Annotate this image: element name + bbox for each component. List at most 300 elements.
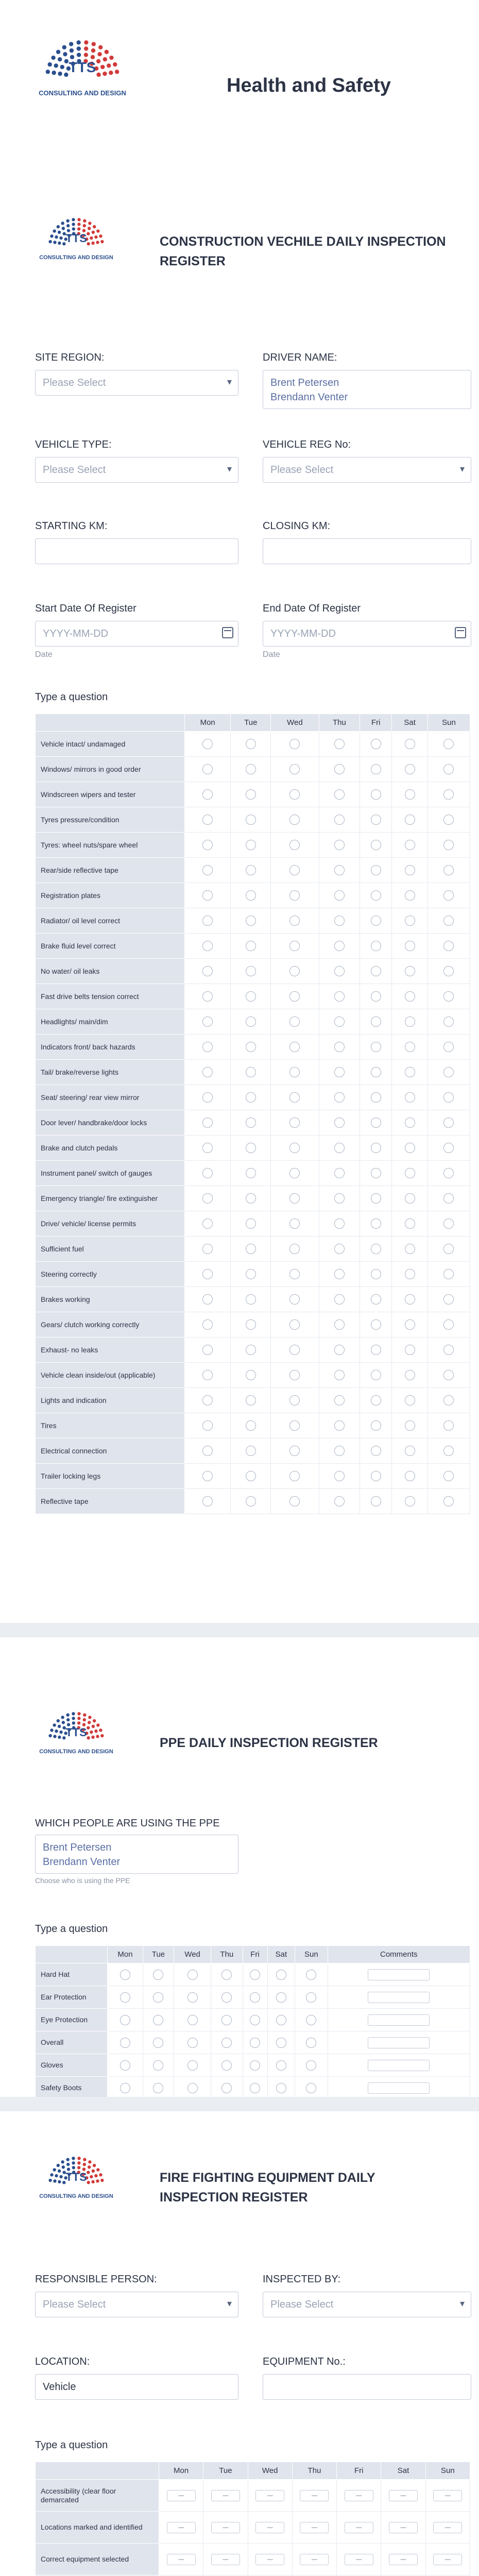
matrix-radio[interactable]: [443, 991, 454, 1002]
matrix-radio[interactable]: [187, 2015, 198, 2025]
matrix-radio[interactable]: [371, 1117, 381, 1128]
matrix-radio[interactable]: [289, 1092, 300, 1103]
matrix-radio[interactable]: [443, 1370, 454, 1380]
matrix-radio[interactable]: [289, 1370, 300, 1380]
matrix-dropdown[interactable]: —: [345, 2522, 373, 2533]
matrix-radio[interactable]: [153, 2038, 163, 2048]
matrix-radio[interactable]: [405, 739, 415, 749]
matrix-radio[interactable]: [371, 1143, 381, 1153]
matrix-radio[interactable]: [289, 1244, 300, 1254]
matrix-radio[interactable]: [334, 1168, 345, 1178]
matrix-radio[interactable]: [289, 1067, 300, 1077]
inspected-select[interactable]: Please Select ▾: [263, 2292, 471, 2317]
matrix-radio[interactable]: [246, 1117, 256, 1128]
matrix-radio[interactable]: [202, 1395, 213, 1405]
matrix-radio[interactable]: [405, 815, 415, 825]
matrix-radio[interactable]: [334, 991, 345, 1002]
driver-name-list[interactable]: [263, 370, 471, 409]
matrix-radio[interactable]: [371, 815, 381, 825]
matrix-radio[interactable]: [289, 865, 300, 875]
matrix-radio[interactable]: [202, 966, 213, 976]
matrix-radio[interactable]: [334, 1143, 345, 1153]
matrix-radio[interactable]: [289, 1168, 300, 1178]
matrix-radio[interactable]: [276, 1992, 286, 2003]
matrix-radio[interactable]: [405, 1117, 415, 1128]
matrix-radio[interactable]: [371, 890, 381, 901]
matrix-dropdown[interactable]: —: [389, 2554, 418, 2565]
site-region-select[interactable]: Please Select ▾: [35, 370, 238, 396]
matrix-radio[interactable]: [334, 1269, 345, 1279]
matrix-radio[interactable]: [334, 1471, 345, 1481]
matrix-radio[interactable]: [443, 1471, 454, 1481]
matrix-radio[interactable]: [246, 890, 256, 901]
matrix-radio[interactable]: [250, 2060, 260, 2071]
matrix-dropdown[interactable]: —: [345, 2490, 373, 2501]
matrix-radio[interactable]: [443, 1168, 454, 1178]
matrix-radio[interactable]: [246, 1496, 256, 1506]
matrix-radio[interactable]: [202, 815, 213, 825]
matrix-radio[interactable]: [371, 1370, 381, 1380]
start-date-input[interactable]: YYYY-MM-DD: [35, 621, 238, 647]
matrix-radio[interactable]: [443, 1294, 454, 1304]
matrix-radio[interactable]: [371, 966, 381, 976]
comment-input[interactable]: [368, 2060, 430, 2071]
matrix-radio[interactable]: [405, 1092, 415, 1103]
matrix-radio[interactable]: [246, 991, 256, 1002]
matrix-radio[interactable]: [202, 941, 213, 951]
matrix-radio[interactable]: [246, 764, 256, 774]
matrix-radio[interactable]: [120, 2083, 130, 2093]
end-date-input[interactable]: YYYY-MM-DD: [263, 621, 471, 647]
matrix-radio[interactable]: [443, 789, 454, 800]
matrix-dropdown[interactable]: —: [300, 2522, 329, 2533]
matrix-radio[interactable]: [405, 1496, 415, 1506]
matrix-radio[interactable]: [202, 1269, 213, 1279]
matrix-radio[interactable]: [334, 1092, 345, 1103]
matrix-radio[interactable]: [443, 1269, 454, 1279]
matrix-radio[interactable]: [289, 1193, 300, 1204]
matrix-dropdown[interactable]: —: [300, 2490, 329, 2501]
matrix-radio[interactable]: [289, 1446, 300, 1456]
matrix-radio[interactable]: [246, 941, 256, 951]
matrix-radio[interactable]: [405, 1294, 415, 1304]
matrix-radio[interactable]: [202, 789, 213, 800]
matrix-radio[interactable]: [405, 941, 415, 951]
matrix-radio[interactable]: [306, 1992, 316, 2003]
matrix-radio[interactable]: [289, 1345, 300, 1355]
matrix-radio[interactable]: [443, 1319, 454, 1330]
matrix-radio[interactable]: [250, 2038, 260, 2048]
matrix-radio[interactable]: [306, 1970, 316, 1980]
matrix-radio[interactable]: [443, 1016, 454, 1027]
matrix-radio[interactable]: [246, 1244, 256, 1254]
matrix-radio[interactable]: [405, 1370, 415, 1380]
matrix-radio[interactable]: [443, 1446, 454, 1456]
matrix-radio[interactable]: [221, 1970, 232, 1980]
matrix-radio[interactable]: [405, 1193, 415, 1204]
matrix-radio[interactable]: [202, 1042, 213, 1052]
matrix-radio[interactable]: [371, 739, 381, 749]
matrix-radio[interactable]: [153, 1992, 163, 2003]
vehicle-type-select[interactable]: Please Select ▾: [35, 457, 238, 483]
matrix-radio[interactable]: [289, 789, 300, 800]
matrix-radio[interactable]: [334, 1446, 345, 1456]
matrix-radio[interactable]: [221, 2015, 232, 2025]
matrix-radio[interactable]: [120, 2015, 130, 2025]
matrix-radio[interactable]: [246, 789, 256, 800]
matrix-radio[interactable]: [371, 1496, 381, 1506]
matrix-dropdown[interactable]: —: [255, 2522, 284, 2533]
driver-option[interactable]: Brent Petersen: [270, 377, 339, 388]
matrix-radio[interactable]: [443, 1143, 454, 1153]
matrix-radio[interactable]: [202, 1370, 213, 1380]
matrix-radio[interactable]: [202, 840, 213, 850]
matrix-radio[interactable]: [246, 1193, 256, 1204]
matrix-radio[interactable]: [289, 1269, 300, 1279]
matrix-radio[interactable]: [405, 1395, 415, 1405]
matrix-radio[interactable]: [246, 865, 256, 875]
matrix-radio[interactable]: [371, 1420, 381, 1431]
matrix-radio[interactable]: [405, 1420, 415, 1431]
matrix-radio[interactable]: [334, 1395, 345, 1405]
matrix-radio[interactable]: [202, 1092, 213, 1103]
matrix-radio[interactable]: [202, 1294, 213, 1304]
matrix-radio[interactable]: [221, 2038, 232, 2048]
matrix-dropdown[interactable]: —: [255, 2490, 284, 2501]
matrix-radio[interactable]: [246, 1067, 256, 1077]
matrix-radio[interactable]: [289, 1294, 300, 1304]
matrix-radio[interactable]: [371, 1218, 381, 1229]
matrix-radio[interactable]: [289, 1496, 300, 1506]
matrix-radio[interactable]: [289, 916, 300, 926]
matrix-radio[interactable]: [120, 1992, 130, 2003]
matrix-radio[interactable]: [202, 1345, 213, 1355]
matrix-radio[interactable]: [443, 1244, 454, 1254]
matrix-radio[interactable]: [246, 1168, 256, 1178]
matrix-radio[interactable]: [405, 1319, 415, 1330]
matrix-radio[interactable]: [246, 1042, 256, 1052]
matrix-dropdown[interactable]: —: [211, 2490, 240, 2501]
matrix-radio[interactable]: [405, 1269, 415, 1279]
matrix-radio[interactable]: [306, 2060, 316, 2071]
matrix-radio[interactable]: [443, 1218, 454, 1229]
matrix-radio[interactable]: [246, 1370, 256, 1380]
matrix-radio[interactable]: [289, 815, 300, 825]
matrix-radio[interactable]: [334, 966, 345, 976]
matrix-radio[interactable]: [246, 815, 256, 825]
matrix-radio[interactable]: [276, 2038, 286, 2048]
comment-input[interactable]: [368, 2082, 430, 2094]
matrix-dropdown[interactable]: —: [345, 2554, 373, 2565]
matrix-radio[interactable]: [405, 1446, 415, 1456]
matrix-radio[interactable]: [202, 1168, 213, 1178]
calendar-icon[interactable]: [455, 627, 466, 638]
matrix-radio[interactable]: [276, 2060, 286, 2071]
matrix-radio[interactable]: [246, 840, 256, 850]
matrix-radio[interactable]: [405, 764, 415, 774]
matrix-radio[interactable]: [334, 1319, 345, 1330]
matrix-radio[interactable]: [405, 1471, 415, 1481]
matrix-radio[interactable]: [202, 1218, 213, 1229]
matrix-radio[interactable]: [221, 2060, 232, 2071]
matrix-radio[interactable]: [443, 1395, 454, 1405]
matrix-radio[interactable]: [187, 2060, 198, 2071]
matrix-radio[interactable]: [443, 865, 454, 875]
matrix-radio[interactable]: [289, 1420, 300, 1431]
matrix-radio[interactable]: [246, 1269, 256, 1279]
matrix-radio[interactable]: [334, 890, 345, 901]
matrix-radio[interactable]: [443, 739, 454, 749]
matrix-radio[interactable]: [120, 2060, 130, 2071]
matrix-radio[interactable]: [443, 941, 454, 951]
matrix-dropdown[interactable]: —: [389, 2490, 418, 2501]
ppe-users-list[interactable]: [35, 1835, 238, 1874]
matrix-radio[interactable]: [334, 1193, 345, 1204]
matrix-radio[interactable]: [371, 916, 381, 926]
matrix-radio[interactable]: [289, 739, 300, 749]
matrix-radio[interactable]: [289, 941, 300, 951]
matrix-dropdown[interactable]: —: [167, 2522, 196, 2533]
starting-km-input[interactable]: [35, 538, 238, 564]
matrix-radio[interactable]: [443, 916, 454, 926]
matrix-radio[interactable]: [202, 1420, 213, 1431]
matrix-radio[interactable]: [153, 2060, 163, 2071]
matrix-radio[interactable]: [371, 764, 381, 774]
matrix-radio[interactable]: [334, 1016, 345, 1027]
matrix-radio[interactable]: [334, 789, 345, 800]
matrix-radio[interactable]: [405, 1168, 415, 1178]
matrix-radio[interactable]: [202, 1143, 213, 1153]
matrix-radio[interactable]: [371, 840, 381, 850]
matrix-radio[interactable]: [371, 1042, 381, 1052]
matrix-radio[interactable]: [153, 2083, 163, 2093]
matrix-radio[interactable]: [443, 815, 454, 825]
matrix-radio[interactable]: [405, 1345, 415, 1355]
matrix-radio[interactable]: [371, 1092, 381, 1103]
matrix-radio[interactable]: [120, 2038, 130, 2048]
matrix-radio[interactable]: [187, 1970, 198, 1980]
matrix-radio[interactable]: [202, 1496, 213, 1506]
matrix-radio[interactable]: [246, 966, 256, 976]
matrix-radio[interactable]: [246, 916, 256, 926]
matrix-radio[interactable]: [306, 2038, 316, 2048]
matrix-radio[interactable]: [371, 1067, 381, 1077]
matrix-radio[interactable]: [289, 1218, 300, 1229]
ppe-user-option[interactable]: Brendann Venter: [43, 1856, 121, 1868]
matrix-radio[interactable]: [334, 1496, 345, 1506]
location-input[interactable]: Vehicle: [35, 2374, 238, 2400]
matrix-radio[interactable]: [289, 764, 300, 774]
matrix-radio[interactable]: [202, 1244, 213, 1254]
matrix-radio[interactable]: [187, 1992, 198, 2003]
matrix-radio[interactable]: [246, 1420, 256, 1431]
matrix-radio[interactable]: [334, 941, 345, 951]
matrix-radio[interactable]: [153, 1970, 163, 1980]
matrix-radio[interactable]: [405, 1143, 415, 1153]
matrix-radio[interactable]: [246, 1143, 256, 1153]
matrix-radio[interactable]: [202, 1117, 213, 1128]
matrix-dropdown[interactable]: —: [255, 2554, 284, 2565]
matrix-dropdown[interactable]: —: [389, 2522, 418, 2533]
matrix-radio[interactable]: [405, 789, 415, 800]
matrix-radio[interactable]: [334, 739, 345, 749]
matrix-radio[interactable]: [334, 1244, 345, 1254]
matrix-radio[interactable]: [250, 2015, 260, 2025]
matrix-radio[interactable]: [120, 1970, 130, 1980]
matrix-dropdown[interactable]: —: [433, 2490, 462, 2501]
matrix-radio[interactable]: [405, 1067, 415, 1077]
matrix-radio[interactable]: [334, 865, 345, 875]
matrix-radio[interactable]: [250, 1970, 260, 1980]
matrix-radio[interactable]: [443, 1193, 454, 1204]
responsible-select[interactable]: Please Select ▾: [35, 2292, 238, 2317]
matrix-radio[interactable]: [202, 1471, 213, 1481]
matrix-radio[interactable]: [202, 1193, 213, 1204]
matrix-radio[interactable]: [246, 1092, 256, 1103]
matrix-radio[interactable]: [443, 1092, 454, 1103]
matrix-radio[interactable]: [405, 916, 415, 926]
matrix-radio[interactable]: [246, 1319, 256, 1330]
matrix-radio[interactable]: [405, 1218, 415, 1229]
matrix-radio[interactable]: [221, 1992, 232, 2003]
matrix-radio[interactable]: [405, 890, 415, 901]
matrix-radio[interactable]: [289, 1117, 300, 1128]
matrix-radio[interactable]: [334, 1420, 345, 1431]
matrix-radio[interactable]: [371, 1395, 381, 1405]
matrix-radio[interactable]: [443, 1345, 454, 1355]
matrix-radio[interactable]: [371, 1193, 381, 1204]
matrix-radio[interactable]: [289, 1395, 300, 1405]
matrix-radio[interactable]: [202, 890, 213, 901]
matrix-radio[interactable]: [289, 966, 300, 976]
matrix-radio[interactable]: [371, 789, 381, 800]
matrix-radio[interactable]: [246, 1218, 256, 1229]
matrix-radio[interactable]: [221, 2083, 232, 2093]
matrix-radio[interactable]: [250, 1992, 260, 2003]
closing-km-input[interactable]: [263, 538, 471, 564]
matrix-radio[interactable]: [334, 1370, 345, 1380]
matrix-dropdown[interactable]: —: [167, 2490, 196, 2501]
matrix-radio[interactable]: [334, 815, 345, 825]
matrix-radio[interactable]: [202, 1446, 213, 1456]
matrix-radio[interactable]: [202, 739, 213, 749]
matrix-radio[interactable]: [371, 1345, 381, 1355]
matrix-radio[interactable]: [371, 1016, 381, 1027]
matrix-radio[interactable]: [371, 1294, 381, 1304]
matrix-radio[interactable]: [246, 1395, 256, 1405]
matrix-radio[interactable]: [202, 1067, 213, 1077]
matrix-radio[interactable]: [443, 1042, 454, 1052]
matrix-radio[interactable]: [405, 840, 415, 850]
matrix-radio[interactable]: [443, 1496, 454, 1506]
matrix-radio[interactable]: [334, 1294, 345, 1304]
comment-input[interactable]: [368, 2014, 430, 2026]
matrix-radio[interactable]: [371, 1446, 381, 1456]
calendar-icon[interactable]: [222, 627, 233, 638]
matrix-radio[interactable]: [405, 991, 415, 1002]
matrix-radio[interactable]: [405, 966, 415, 976]
matrix-radio[interactable]: [405, 865, 415, 875]
matrix-radio[interactable]: [334, 1218, 345, 1229]
matrix-radio[interactable]: [202, 991, 213, 1002]
matrix-radio[interactable]: [443, 764, 454, 774]
matrix-dropdown[interactable]: —: [211, 2554, 240, 2565]
matrix-radio[interactable]: [289, 840, 300, 850]
matrix-radio[interactable]: [202, 1319, 213, 1330]
matrix-radio[interactable]: [306, 2083, 316, 2093]
matrix-radio[interactable]: [334, 840, 345, 850]
matrix-dropdown[interactable]: —: [433, 2554, 462, 2565]
matrix-radio[interactable]: [289, 1319, 300, 1330]
matrix-radio[interactable]: [371, 1244, 381, 1254]
matrix-radio[interactable]: [276, 2015, 286, 2025]
matrix-radio[interactable]: [334, 1067, 345, 1077]
matrix-radio[interactable]: [443, 1067, 454, 1077]
matrix-radio[interactable]: [405, 1016, 415, 1027]
matrix-radio[interactable]: [246, 1294, 256, 1304]
matrix-radio[interactable]: [334, 1345, 345, 1355]
matrix-radio[interactable]: [405, 1244, 415, 1254]
matrix-radio[interactable]: [276, 2083, 286, 2093]
matrix-radio[interactable]: [334, 1117, 345, 1128]
matrix-radio[interactable]: [289, 991, 300, 1002]
matrix-radio[interactable]: [371, 941, 381, 951]
driver-option[interactable]: Brendann Venter: [270, 392, 348, 403]
matrix-radio[interactable]: [246, 1446, 256, 1456]
matrix-dropdown[interactable]: —: [433, 2522, 462, 2533]
equipment-input[interactable]: [263, 2374, 471, 2400]
ppe-user-option[interactable]: Brent Petersen: [43, 1842, 112, 1853]
matrix-radio[interactable]: [443, 890, 454, 901]
matrix-radio[interactable]: [405, 1042, 415, 1052]
matrix-radio[interactable]: [202, 916, 213, 926]
comment-input[interactable]: [368, 1969, 430, 1980]
matrix-radio[interactable]: [289, 1016, 300, 1027]
matrix-radio[interactable]: [443, 1420, 454, 1431]
matrix-radio[interactable]: [371, 865, 381, 875]
matrix-radio[interactable]: [289, 1471, 300, 1481]
matrix-radio[interactable]: [443, 840, 454, 850]
matrix-dropdown[interactable]: —: [167, 2554, 196, 2565]
matrix-radio[interactable]: [202, 764, 213, 774]
matrix-radio[interactable]: [371, 1471, 381, 1481]
matrix-radio[interactable]: [289, 1042, 300, 1052]
matrix-radio[interactable]: [246, 1345, 256, 1355]
comment-input[interactable]: [368, 2037, 430, 2048]
matrix-radio[interactable]: [371, 991, 381, 1002]
matrix-radio[interactable]: [246, 1016, 256, 1027]
matrix-radio[interactable]: [371, 1168, 381, 1178]
matrix-radio[interactable]: [371, 1269, 381, 1279]
matrix-radio[interactable]: [289, 890, 300, 901]
matrix-radio[interactable]: [250, 2083, 260, 2093]
matrix-radio[interactable]: [371, 1319, 381, 1330]
matrix-dropdown[interactable]: —: [300, 2554, 329, 2565]
matrix-radio[interactable]: [289, 1143, 300, 1153]
matrix-radio[interactable]: [334, 764, 345, 774]
matrix-radio[interactable]: [443, 966, 454, 976]
matrix-radio[interactable]: [334, 1042, 345, 1052]
matrix-radio[interactable]: [306, 2015, 316, 2025]
matrix-radio[interactable]: [246, 739, 256, 749]
matrix-radio[interactable]: [443, 1117, 454, 1128]
matrix-radio[interactable]: [202, 1016, 213, 1027]
matrix-radio[interactable]: [246, 1471, 256, 1481]
matrix-radio[interactable]: [202, 865, 213, 875]
comment-input[interactable]: [368, 1992, 430, 2003]
matrix-radio[interactable]: [334, 916, 345, 926]
matrix-radio[interactable]: [153, 2015, 163, 2025]
